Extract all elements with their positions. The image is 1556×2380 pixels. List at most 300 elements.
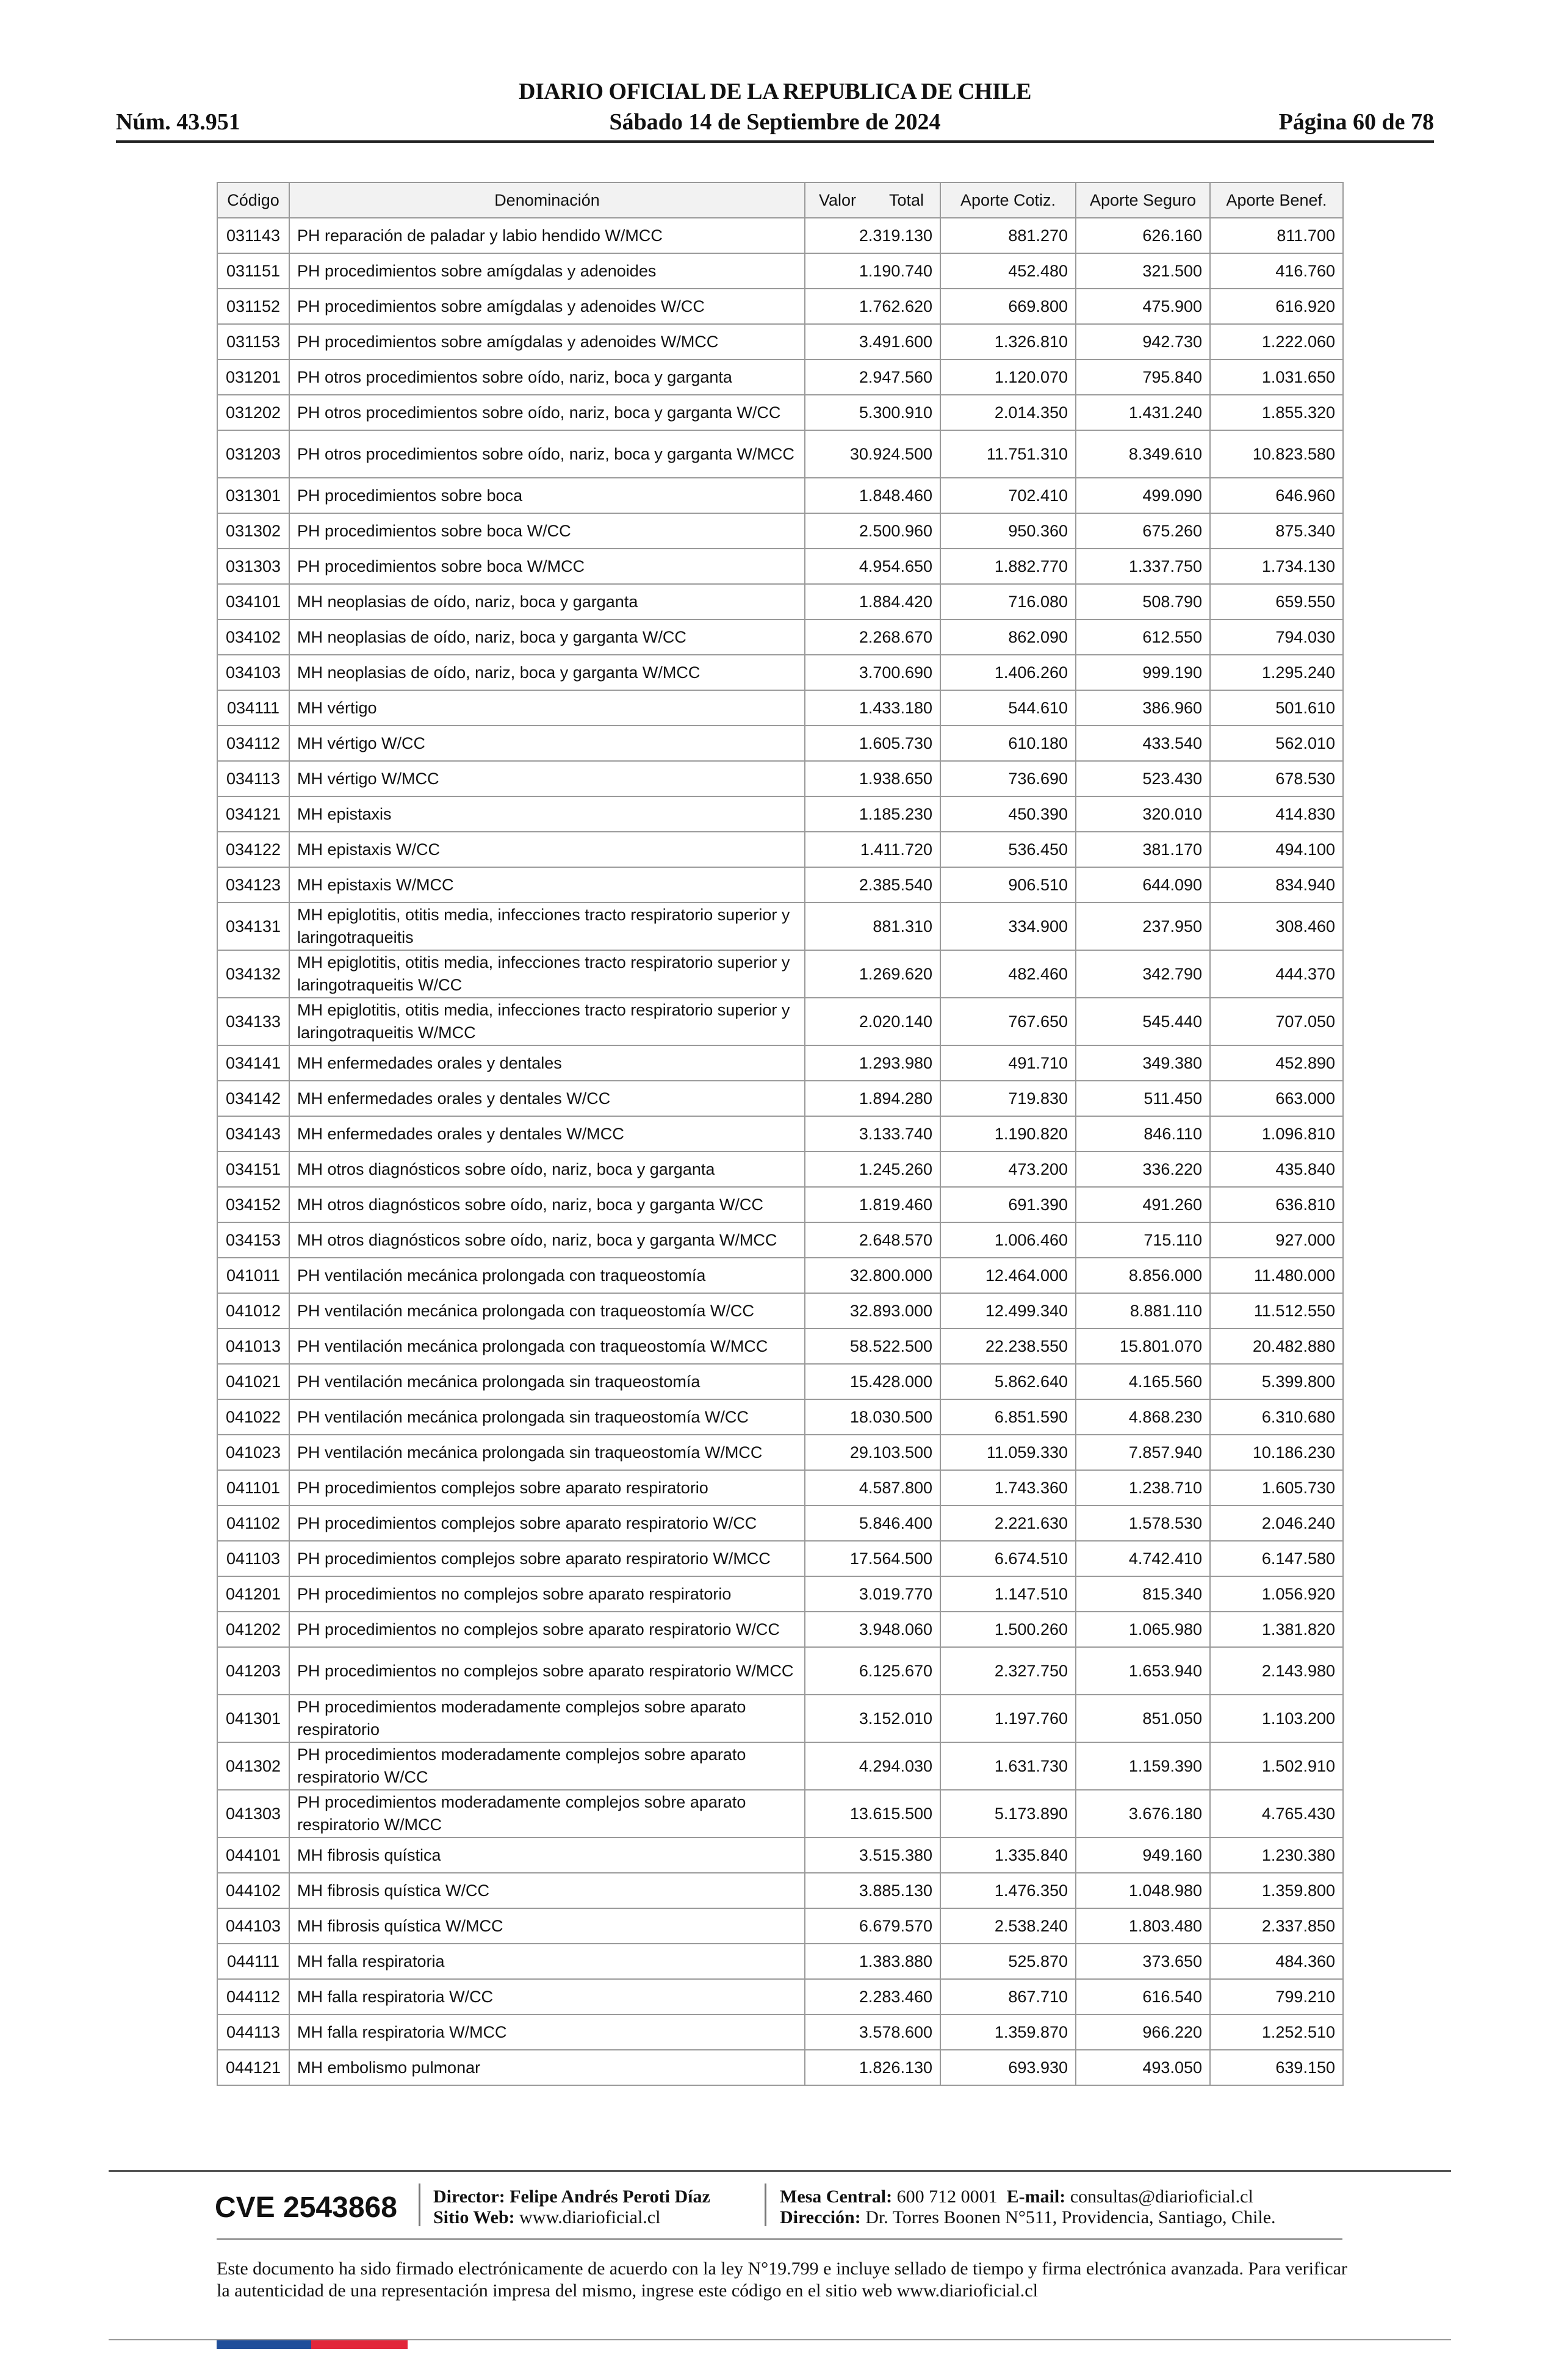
row-aporte-benef: 639.150 xyxy=(1210,2050,1343,2085)
table-row xyxy=(217,761,1343,796)
row-aporte-benef: 1.855.320 xyxy=(1210,395,1343,430)
row-code: 031143 xyxy=(217,218,289,253)
row-aporte-seguro: 386.960 xyxy=(1076,690,1210,726)
row-aporte-cotiz: 5.862.640 xyxy=(940,1364,1076,1399)
publication-title: DIARIO OFICIAL DE LA REPUBLICA DE CHILE xyxy=(519,79,1031,104)
row-name: PH ventilación mecánica prolongada con traqueostomía xyxy=(289,1258,805,1293)
row-aporte-cotiz: 719.830 xyxy=(940,1081,1076,1116)
row-aporte-seguro: 493.050 xyxy=(1076,2050,1210,2085)
table-row xyxy=(217,1364,1343,1399)
row-aporte-benef: 4.765.430 xyxy=(1210,1790,1343,1837)
row-aporte-seguro: 15.801.070 xyxy=(1076,1329,1210,1364)
row-aporte-seguro: 381.170 xyxy=(1076,832,1210,867)
row-aporte-cotiz: 1.190.820 xyxy=(940,1116,1076,1152)
row-name: MH epiglotitis, otitis media, infecciones tracto respiratorio superior y laringotraqueitis W/CC xyxy=(289,950,805,998)
row-total: 1.185.230 xyxy=(805,796,940,832)
row-aporte-seguro: 715.110 xyxy=(1076,1222,1210,1258)
row-code: 041012 xyxy=(217,1293,289,1329)
table-row xyxy=(217,1647,1343,1695)
row-name: MH fibrosis quística W/CC xyxy=(289,1873,805,1908)
row-code: 034142 xyxy=(217,1081,289,1116)
row-name: PH otros procedimientos sobre oído, nariz, boca y garganta xyxy=(289,359,805,395)
row-aporte-cotiz: 950.360 xyxy=(940,513,1076,549)
row-name: MH enfermedades orales y dentales W/MCC xyxy=(289,1116,805,1152)
row-aporte-cotiz: 482.460 xyxy=(940,950,1076,998)
row-name: MH epistaxis xyxy=(289,796,805,832)
row-code: 044111 xyxy=(217,1944,289,1979)
row-code: 041303 xyxy=(217,1790,289,1837)
row-total: 1.269.620 xyxy=(805,950,940,998)
row-aporte-cotiz: 736.690 xyxy=(940,761,1076,796)
row-code: 031303 xyxy=(217,549,289,584)
column-header-code: Código xyxy=(217,182,289,218)
row-aporte-seguro: 8.856.000 xyxy=(1076,1258,1210,1293)
row-code: 031203 xyxy=(217,430,289,478)
row-total: 1.819.460 xyxy=(805,1187,940,1222)
row-code: 031151 xyxy=(217,253,289,289)
row-aporte-seguro: 4.742.410 xyxy=(1076,1541,1210,1576)
row-code: 034151 xyxy=(217,1152,289,1187)
row-name: MH fibrosis quística W/MCC xyxy=(289,1908,805,1944)
row-total: 2.283.460 xyxy=(805,1979,940,2014)
row-code: 041022 xyxy=(217,1399,289,1435)
row-name: MH fibrosis quística xyxy=(289,1837,805,1873)
row-aporte-benef: 659.550 xyxy=(1210,584,1343,619)
row-total: 2.020.140 xyxy=(805,998,940,1045)
row-aporte-benef: 562.010 xyxy=(1210,726,1343,761)
row-aporte-benef: 416.760 xyxy=(1210,253,1343,289)
row-name: PH procedimientos moderadamente complejos sobre aparato respiratorio W/CC xyxy=(289,1742,805,1790)
row-total: 1.848.460 xyxy=(805,478,940,513)
row-aporte-seguro: 1.431.240 xyxy=(1076,395,1210,430)
row-name: MH otros diagnósticos sobre oído, nariz, boca y garganta W/MCC xyxy=(289,1222,805,1258)
footer-divider xyxy=(109,2170,1451,2172)
table-row xyxy=(217,619,1343,655)
column-header-seguro: Aporte Seguro xyxy=(1076,182,1210,218)
row-name: MH neoplasias de oído, nariz, boca y garganta W/MCC xyxy=(289,655,805,690)
row-aporte-benef: 1.502.910 xyxy=(1210,1742,1343,1790)
row-aporte-benef: 10.186.230 xyxy=(1210,1435,1343,1470)
row-aporte-seguro: 373.650 xyxy=(1076,1944,1210,1979)
row-total: 32.800.000 xyxy=(805,1258,940,1293)
row-aporte-benef: 1.605.730 xyxy=(1210,1470,1343,1506)
row-code: 031201 xyxy=(217,359,289,395)
row-code: 044112 xyxy=(217,1979,289,2014)
row-total: 3.515.380 xyxy=(805,1837,940,1873)
row-total: 6.125.670 xyxy=(805,1647,940,1695)
row-code: 031153 xyxy=(217,324,289,359)
row-aporte-cotiz: 1.631.730 xyxy=(940,1742,1076,1790)
table-row xyxy=(217,1222,1343,1258)
table-row xyxy=(217,395,1343,430)
table-body xyxy=(217,218,1343,2085)
table-row xyxy=(217,584,1343,619)
row-aporte-seguro: 675.260 xyxy=(1076,513,1210,549)
table-row xyxy=(217,1790,1343,1837)
row-total: 3.019.770 xyxy=(805,1576,940,1612)
row-aporte-cotiz: 1.476.350 xyxy=(940,1873,1076,1908)
table-row xyxy=(217,2050,1343,2085)
row-aporte-benef: 1.031.650 xyxy=(1210,359,1343,395)
row-code: 034152 xyxy=(217,1187,289,1222)
row-aporte-benef: 794.030 xyxy=(1210,619,1343,655)
row-name: PH procedimientos complejos sobre aparato respiratorio W/CC xyxy=(289,1506,805,1541)
row-total: 29.103.500 xyxy=(805,1435,940,1470)
row-aporte-cotiz: 11.059.330 xyxy=(940,1435,1076,1470)
cve-code: CVE 2543868 xyxy=(215,2191,397,2224)
row-total: 3.578.600 xyxy=(805,2014,940,2050)
row-code: 031301 xyxy=(217,478,289,513)
row-aporte-cotiz: 1.120.070 xyxy=(940,359,1076,395)
row-aporte-cotiz: 22.238.550 xyxy=(940,1329,1076,1364)
row-code: 041201 xyxy=(217,1576,289,1612)
director-info xyxy=(433,2187,710,2228)
row-total: 1.762.620 xyxy=(805,289,940,324)
table-row xyxy=(217,478,1343,513)
email-link[interactable]: consultas@diarioficial.cl xyxy=(1070,2187,1253,2207)
row-aporte-benef: 501.610 xyxy=(1210,690,1343,726)
row-total: 3.700.690 xyxy=(805,655,940,690)
table-row xyxy=(217,253,1343,289)
row-name: PH procedimientos sobre boca W/CC xyxy=(289,513,805,549)
row-code: 044101 xyxy=(217,1837,289,1873)
row-aporte-cotiz: 906.510 xyxy=(940,867,1076,903)
row-aporte-seguro: 545.440 xyxy=(1076,998,1210,1045)
row-name: PH procedimientos sobre amígdalas y adenoides W/CC xyxy=(289,289,805,324)
row-aporte-benef: 707.050 xyxy=(1210,998,1343,1045)
row-total: 1.826.130 xyxy=(805,2050,940,2085)
row-aporte-cotiz: 1.197.760 xyxy=(940,1695,1076,1742)
row-total: 1.938.650 xyxy=(805,761,940,796)
row-name: PH procedimientos no complejos sobre aparato respiratorio W/MCC xyxy=(289,1647,805,1695)
row-aporte-seguro: 4.868.230 xyxy=(1076,1399,1210,1435)
row-total: 1.884.420 xyxy=(805,584,940,619)
row-total: 32.893.000 xyxy=(805,1293,940,1329)
row-aporte-seguro: 1.653.940 xyxy=(1076,1647,1210,1695)
row-name: MH falla respiratoria xyxy=(289,1944,805,1979)
row-aporte-cotiz: 669.800 xyxy=(940,289,1076,324)
row-name: PH procedimientos no complejos sobre aparato respiratorio W/CC xyxy=(289,1612,805,1647)
row-total: 3.152.010 xyxy=(805,1695,940,1742)
row-aporte-seguro: 795.840 xyxy=(1076,359,1210,395)
table-row xyxy=(217,1506,1343,1541)
table-row xyxy=(217,998,1343,1045)
row-code: 034111 xyxy=(217,690,289,726)
table-row xyxy=(217,1873,1343,1908)
row-name: PH procedimientos moderadamente complejos sobre aparato respiratorio W/MCC xyxy=(289,1790,805,1837)
row-code: 041302 xyxy=(217,1742,289,1790)
table-row xyxy=(217,690,1343,726)
row-aporte-benef: 678.530 xyxy=(1210,761,1343,796)
row-aporte-seguro: 851.050 xyxy=(1076,1695,1210,1742)
row-total: 17.564.500 xyxy=(805,1541,940,1576)
tariff-table xyxy=(217,182,1344,2086)
row-aporte-benef: 927.000 xyxy=(1210,1222,1343,1258)
row-aporte-cotiz: 12.499.340 xyxy=(940,1293,1076,1329)
row-code: 041202 xyxy=(217,1612,289,1647)
row-name: MH embolismo pulmonar xyxy=(289,2050,805,2085)
row-name: MH epiglotitis, otitis media, infecciones tracto respiratorio superior y laringotraqueitis W/MCC xyxy=(289,998,805,1045)
row-aporte-seguro: 1.065.980 xyxy=(1076,1612,1210,1647)
row-name: PH procedimientos no complejos sobre aparato respiratorio xyxy=(289,1576,805,1612)
row-aporte-benef: 308.460 xyxy=(1210,903,1343,950)
row-total: 13.615.500 xyxy=(805,1790,940,1837)
table-row xyxy=(217,1944,1343,1979)
director-name: Felipe Andrés Peroti Díaz xyxy=(510,2187,710,2207)
page-number: Página 60 de 78 xyxy=(1278,109,1434,135)
row-aporte-benef: 1.734.130 xyxy=(1210,549,1343,584)
row-aporte-benef: 414.830 xyxy=(1210,796,1343,832)
row-aporte-benef: 435.840 xyxy=(1210,1152,1343,1187)
row-aporte-seguro: 999.190 xyxy=(1076,655,1210,690)
row-aporte-cotiz: 12.464.000 xyxy=(940,1258,1076,1293)
web-link[interactable]: www.diarioficial.cl xyxy=(519,2207,661,2227)
row-aporte-benef: 1.295.240 xyxy=(1210,655,1343,690)
row-name: MH enfermedades orales y dentales xyxy=(289,1045,805,1081)
row-code: 041103 xyxy=(217,1541,289,1576)
row-aporte-cotiz: 881.270 xyxy=(940,218,1076,253)
row-aporte-seguro: 499.090 xyxy=(1076,478,1210,513)
row-aporte-benef: 20.482.880 xyxy=(1210,1329,1343,1364)
column-header-name: Denominación xyxy=(289,182,805,218)
row-code: 034153 xyxy=(217,1222,289,1258)
row-aporte-seguro: 8.349.610 xyxy=(1076,430,1210,478)
row-code: 034122 xyxy=(217,832,289,867)
row-total: 2.500.960 xyxy=(805,513,940,549)
row-aporte-benef: 834.940 xyxy=(1210,867,1343,903)
row-code: 044121 xyxy=(217,2050,289,2085)
table-row xyxy=(217,1541,1343,1576)
row-aporte-cotiz: 1.147.510 xyxy=(940,1576,1076,1612)
row-aporte-benef: 452.890 xyxy=(1210,1045,1343,1081)
address-label: Dirección: xyxy=(780,2207,861,2227)
row-code: 031152 xyxy=(217,289,289,324)
row-name: PH otros procedimientos sobre oído, nariz, boca y garganta W/CC xyxy=(289,395,805,430)
row-name: PH procedimientos moderadamente complejos sobre aparato respiratorio xyxy=(289,1695,805,1742)
row-name: MH vértigo xyxy=(289,690,805,726)
row-aporte-cotiz: 716.080 xyxy=(940,584,1076,619)
row-aporte-seguro: 508.790 xyxy=(1076,584,1210,619)
row-aporte-seguro: 321.500 xyxy=(1076,253,1210,289)
table-row xyxy=(217,1187,1343,1222)
row-name: PH reparación de paladar y labio hendido W/MCC xyxy=(289,218,805,253)
row-name: PH procedimientos complejos sobre aparato respiratorio W/MCC xyxy=(289,1541,805,1576)
row-name: MH enfermedades orales y dentales W/CC xyxy=(289,1081,805,1116)
column-header-valor-label: Valor xyxy=(819,191,857,209)
row-code: 034102 xyxy=(217,619,289,655)
row-name: PH ventilación mecánica prolongada sin traqueostomía xyxy=(289,1364,805,1399)
row-aporte-benef: 2.046.240 xyxy=(1210,1506,1343,1541)
row-total: 2.648.570 xyxy=(805,1222,940,1258)
row-aporte-cotiz: 1.500.260 xyxy=(940,1612,1076,1647)
row-total: 6.679.570 xyxy=(805,1908,940,1944)
table-row xyxy=(217,1908,1343,1944)
table-row xyxy=(217,1612,1343,1647)
row-code: 041021 xyxy=(217,1364,289,1399)
row-code: 034113 xyxy=(217,761,289,796)
row-total: 1.411.720 xyxy=(805,832,940,867)
row-aporte-cotiz: 2.014.350 xyxy=(940,395,1076,430)
row-total: 1.605.730 xyxy=(805,726,940,761)
row-aporte-benef: 1.252.510 xyxy=(1210,2014,1343,2050)
row-name: MH falla respiratoria W/CC xyxy=(289,1979,805,2014)
row-aporte-benef: 1.096.810 xyxy=(1210,1116,1343,1152)
row-total: 3.885.130 xyxy=(805,1873,940,1908)
row-aporte-cotiz: 473.200 xyxy=(940,1152,1076,1187)
row-total: 1.190.740 xyxy=(805,253,940,289)
row-aporte-cotiz: 5.173.890 xyxy=(940,1790,1076,1837)
row-total: 2.385.540 xyxy=(805,867,940,903)
issue-date: Sábado 14 de Septiembre de 2024 xyxy=(609,109,941,135)
table-row xyxy=(217,1470,1343,1506)
row-total: 2.319.130 xyxy=(805,218,940,253)
contact-info xyxy=(780,2187,1276,2228)
row-aporte-seguro: 612.550 xyxy=(1076,619,1210,655)
row-aporte-benef: 1.103.200 xyxy=(1210,1695,1343,1742)
page-header xyxy=(116,73,1434,146)
row-aporte-seguro: 237.950 xyxy=(1076,903,1210,950)
row-name: MH epiglotitis, otitis media, infecciones tracto respiratorio superior y laringotraqueitis xyxy=(289,903,805,950)
row-code: 034141 xyxy=(217,1045,289,1081)
row-aporte-seguro: 846.110 xyxy=(1076,1116,1210,1152)
row-aporte-seguro: 949.160 xyxy=(1076,1837,1210,1873)
row-name: MH neoplasias de oído, nariz, boca y garganta xyxy=(289,584,805,619)
table-row xyxy=(217,950,1343,998)
row-aporte-seguro: 8.881.110 xyxy=(1076,1293,1210,1329)
row-code: 034133 xyxy=(217,998,289,1045)
table-row xyxy=(217,1837,1343,1873)
row-aporte-benef: 616.920 xyxy=(1210,289,1343,324)
table-row xyxy=(217,726,1343,761)
table-row xyxy=(217,1045,1343,1081)
row-aporte-cotiz: 702.410 xyxy=(940,478,1076,513)
table-row xyxy=(217,289,1343,324)
row-aporte-seguro: 1.337.750 xyxy=(1076,549,1210,584)
row-aporte-cotiz: 2.221.630 xyxy=(940,1506,1076,1541)
row-aporte-cotiz: 691.390 xyxy=(940,1187,1076,1222)
row-name: PH procedimientos complejos sobre aparato respiratorio xyxy=(289,1470,805,1506)
row-name: MH epistaxis W/MCC xyxy=(289,867,805,903)
row-aporte-benef: 799.210 xyxy=(1210,1979,1343,2014)
header-divider xyxy=(116,140,1434,143)
row-aporte-seguro: 616.540 xyxy=(1076,1979,1210,2014)
row-code: 044103 xyxy=(217,1908,289,1944)
column-header-cotiz: Aporte Cotiz. xyxy=(940,182,1076,218)
row-name: PH procedimientos sobre amígdalas y adenoides W/MCC xyxy=(289,324,805,359)
row-total: 4.954.650 xyxy=(805,549,940,584)
row-aporte-cotiz: 452.480 xyxy=(940,253,1076,289)
row-aporte-benef: 2.337.850 xyxy=(1210,1908,1343,1944)
row-aporte-seguro: 3.676.180 xyxy=(1076,1790,1210,1837)
table-header-row xyxy=(217,182,1343,218)
row-code: 041203 xyxy=(217,1647,289,1695)
table-row xyxy=(217,1152,1343,1187)
row-aporte-benef: 6.310.680 xyxy=(1210,1399,1343,1435)
row-name: PH ventilación mecánica prolongada sin traqueostomía W/CC xyxy=(289,1399,805,1435)
row-aporte-seguro: 349.380 xyxy=(1076,1045,1210,1081)
row-aporte-benef: 1.230.380 xyxy=(1210,1837,1343,1873)
row-total: 3.491.600 xyxy=(805,324,940,359)
row-aporte-cotiz: 1.335.840 xyxy=(940,1837,1076,1873)
row-aporte-cotiz: 536.450 xyxy=(940,832,1076,867)
row-aporte-benef: 6.147.580 xyxy=(1210,1541,1343,1576)
row-aporte-seguro: 336.220 xyxy=(1076,1152,1210,1187)
row-total: 2.268.670 xyxy=(805,619,940,655)
row-total: 5.846.400 xyxy=(805,1506,940,1541)
row-name: PH ventilación mecánica prolongada con traqueostomía W/CC xyxy=(289,1293,805,1329)
flag-stripe-red xyxy=(311,2340,408,2349)
row-aporte-seguro: 1.803.480 xyxy=(1076,1908,1210,1944)
director-label: Director: xyxy=(433,2187,505,2207)
row-aporte-seguro: 7.857.940 xyxy=(1076,1435,1210,1470)
row-name: PH procedimientos sobre amígdalas y adenoides xyxy=(289,253,805,289)
row-total: 18.030.500 xyxy=(805,1399,940,1435)
row-aporte-seguro: 942.730 xyxy=(1076,324,1210,359)
row-aporte-seguro: 1.578.530 xyxy=(1076,1506,1210,1541)
column-header-total xyxy=(805,182,940,218)
footer-separator xyxy=(765,2183,766,2226)
row-aporte-cotiz: 2.538.240 xyxy=(940,1908,1076,1944)
row-aporte-cotiz: 11.751.310 xyxy=(940,430,1076,478)
row-aporte-seguro: 815.340 xyxy=(1076,1576,1210,1612)
table-row xyxy=(217,2014,1343,2050)
row-aporte-cotiz: 544.610 xyxy=(940,690,1076,726)
row-total: 881.310 xyxy=(805,903,940,950)
row-code: 041011 xyxy=(217,1258,289,1293)
row-code: 034131 xyxy=(217,903,289,950)
table-row xyxy=(217,1081,1343,1116)
table-row xyxy=(217,1979,1343,2014)
issue-number: Núm. 43.951 xyxy=(116,109,240,135)
row-aporte-cotiz: 450.390 xyxy=(940,796,1076,832)
row-aporte-benef: 811.700 xyxy=(1210,218,1343,253)
table-row xyxy=(217,867,1343,903)
row-name: PH ventilación mecánica prolongada con traqueostomía W/MCC xyxy=(289,1329,805,1364)
row-code: 041102 xyxy=(217,1506,289,1541)
table-row xyxy=(217,796,1343,832)
row-aporte-cotiz: 867.710 xyxy=(940,1979,1076,2014)
row-name: PH otros procedimientos sobre oído, nariz, boca y garganta W/MCC xyxy=(289,430,805,478)
flag-stripe-blue xyxy=(217,2340,311,2349)
row-total: 4.587.800 xyxy=(805,1470,940,1506)
row-aporte-seguro: 475.900 xyxy=(1076,289,1210,324)
table-row xyxy=(217,1293,1343,1329)
row-name: MH neoplasias de oído, nariz, boca y garganta W/CC xyxy=(289,619,805,655)
row-code: 034132 xyxy=(217,950,289,998)
row-aporte-seguro: 966.220 xyxy=(1076,2014,1210,2050)
column-header-total-label: Total xyxy=(888,191,924,209)
table-row xyxy=(217,1576,1343,1612)
row-code: 044113 xyxy=(217,2014,289,2050)
row-code: 041013 xyxy=(217,1329,289,1364)
row-aporte-seguro: 644.090 xyxy=(1076,867,1210,903)
row-aporte-cotiz: 334.900 xyxy=(940,903,1076,950)
row-aporte-benef: 11.480.000 xyxy=(1210,1258,1343,1293)
row-aporte-seguro: 511.450 xyxy=(1076,1081,1210,1116)
table-row xyxy=(217,1399,1343,1435)
row-total: 1.293.980 xyxy=(805,1045,940,1081)
row-aporte-cotiz: 6.851.590 xyxy=(940,1399,1076,1435)
row-aporte-cotiz: 525.870 xyxy=(940,1944,1076,1979)
column-header-benef: Aporte Benef. xyxy=(1210,182,1343,218)
row-aporte-benef: 484.360 xyxy=(1210,1944,1343,1979)
row-total: 1.894.280 xyxy=(805,1081,940,1116)
table-row xyxy=(217,1116,1343,1152)
mesa-label: Mesa Central: xyxy=(780,2187,893,2207)
row-aporte-cotiz: 1.359.870 xyxy=(940,2014,1076,2050)
row-code: 041301 xyxy=(217,1695,289,1742)
row-code: 031202 xyxy=(217,395,289,430)
